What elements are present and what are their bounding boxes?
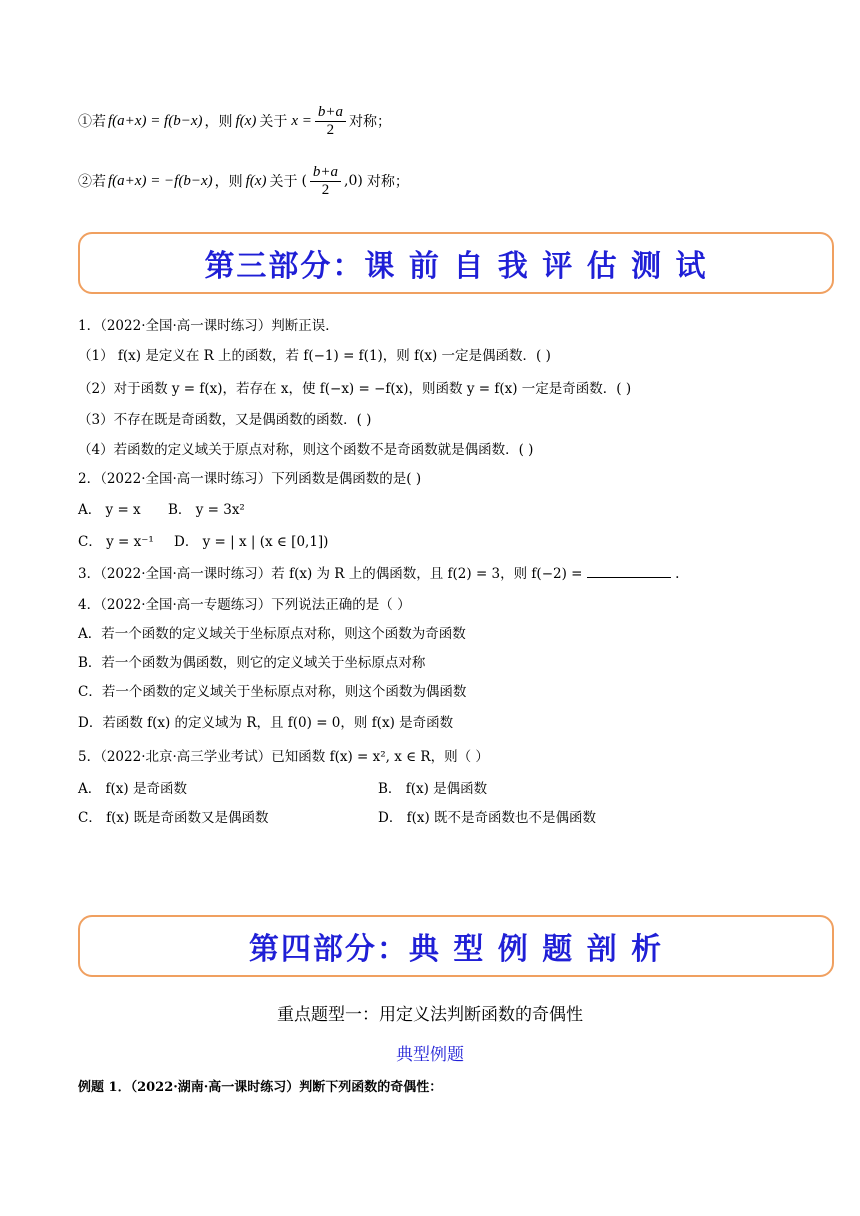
q5-option-a: A． f(x) 是奇函数: [78, 781, 187, 797]
q2-option-b: B． y = 3x²: [168, 502, 245, 518]
section-three-title: 第三部分：课 前 自 我 评 估 测 试: [204, 249, 708, 284]
rule-x-equals: x =: [291, 112, 312, 129]
typical-example-heading: 典型例题: [396, 1045, 464, 1065]
q5-stem: 5．（2022·北京·高三学业考试）已知函数 f(x) = x², x ∈ R，则（ ）: [78, 749, 489, 765]
rule-about: 关于: [259, 114, 288, 130]
q5-option-b: B． f(x) 是偶函数: [378, 781, 488, 797]
q4-option-b: B．若一个函数为偶函数，则它的定义域关于坐标原点对称: [78, 655, 426, 671]
rule-connector: ，则: [214, 174, 243, 190]
fraction-denominator: 2: [326, 121, 335, 138]
q3-end: .: [675, 566, 680, 582]
q4-option-c: C．若一个函数的定义域关于坐标原点对称，则这个函数为偶函数: [78, 684, 467, 700]
q1-item-1: （1） f(x) 是定义在 R 上的函数，若 f(−1) = f(1)，则 f(x) 一定是偶函数．( ): [78, 348, 551, 364]
rule-paren-open: (: [301, 173, 307, 189]
section-four-title: 第四部分：典 型 例 题 剖 析: [248, 932, 664, 967]
rule-tail: 对称；: [348, 114, 391, 130]
rule-function: f(x): [245, 172, 267, 189]
rule-fraction: [315, 104, 346, 138]
rule-prefix: ②若: [78, 174, 106, 190]
section-three-banner: [78, 232, 834, 294]
section-four-banner: [78, 915, 834, 977]
q2-option-c: C． y = x⁻¹: [78, 534, 154, 550]
fraction-denominator: 2: [321, 181, 330, 198]
rule-paren-close: ,0): [344, 173, 363, 189]
rule-function: f(x): [235, 112, 257, 129]
q1-stem: 1．（2022·全国·高一课时练习）判断正误．: [78, 318, 339, 334]
q5-option-c: C． f(x) 既是奇函数又是偶函数: [78, 810, 269, 826]
q5-option-d: D． f(x) 既不是奇函数也不是偶函数: [378, 810, 597, 826]
q2-option-a: A． y = x: [78, 502, 141, 518]
answer-blank: [587, 565, 671, 578]
q4-option-d: D．若函数 f(x) 的定义域为 R，且 f(0) = 0，则 f(x) 是奇函数: [78, 715, 454, 731]
q4-option-a: A．若一个函数的定义域关于坐标原点对称，则这个函数为奇函数: [78, 626, 466, 642]
rule-equation: f(a+x) = f(b−x): [108, 112, 203, 129]
rule-equation: f(a+x) = −f(b−x): [108, 172, 213, 189]
rule-fraction: [310, 164, 341, 198]
key-type-heading: 重点题型一：用定义法判断函数的奇偶性: [277, 1005, 583, 1025]
fraction-numerator: b+a: [315, 104, 346, 122]
q4-stem: 4．（2022·全国·高一专题练习）下列说法正确的是（ ）: [78, 597, 411, 613]
q2-stem: 2．（2022·全国·高一课时练习）下列函数是偶函数的是( ): [78, 471, 422, 487]
rule-connector: ，则: [204, 114, 233, 130]
rule-about: 关于: [269, 174, 298, 190]
q1-item-4: （4）若函数的定义域关于原点对称，则这个函数不是奇函数就是偶函数．( ): [78, 442, 534, 458]
q3-stem: 3．（2022·全国·高一课时练习）若 f(x) 为 R 上的偶函数，且 f(2) = 3，则 f(−2) =: [78, 566, 583, 582]
q1-item-3: （3）不存在既是奇函数，又是偶函数的函数．( ): [78, 412, 372, 428]
q1-item-2: （2）对于函数 y = f(x)，若存在 x，使 f(−x) = −f(x)，则函数 y = f(x) 一定是奇函数．( ): [78, 381, 632, 397]
rule-prefix: ①若: [78, 114, 106, 130]
q2-option-d: D． y = | x | (x ∈ [0,1]): [174, 534, 329, 550]
rule-2: [78, 164, 409, 198]
fraction-numerator: b+a: [310, 164, 341, 182]
example-1: 例题 1．（2022·湖南·高一课时练习）判断下列函数的奇偶性：: [78, 1080, 443, 1095]
rule-tail: 对称；: [366, 174, 409, 190]
rule-1: [78, 104, 391, 138]
q3: [78, 562, 679, 582]
